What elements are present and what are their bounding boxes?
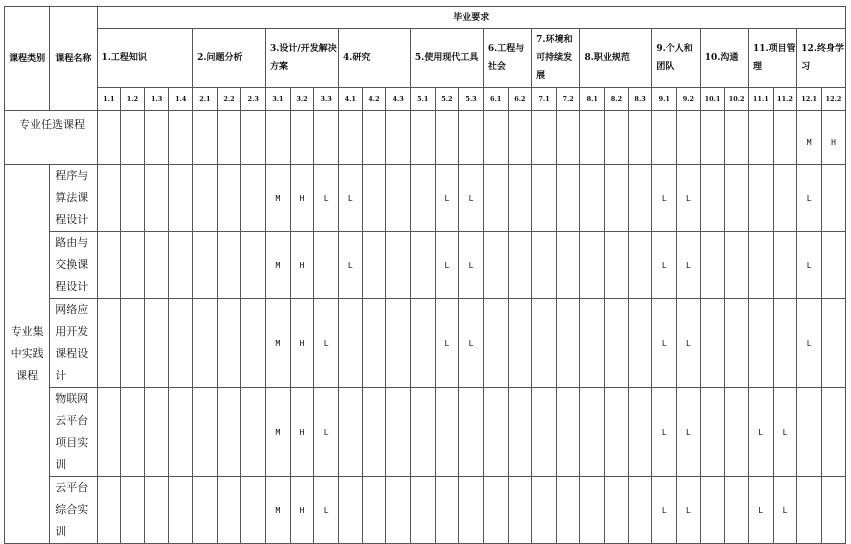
indicator-header: 5.2 bbox=[435, 88, 459, 111]
mark-cell: L bbox=[459, 299, 484, 388]
mark-cell: H bbox=[290, 232, 314, 299]
mark-cell bbox=[725, 165, 749, 232]
mark-cell bbox=[483, 299, 508, 388]
mark-cell bbox=[483, 111, 508, 165]
mark-cell: H bbox=[290, 165, 314, 232]
mark-cell bbox=[508, 388, 532, 477]
mark-cell bbox=[700, 477, 725, 544]
mark-cell bbox=[605, 388, 629, 477]
mark-cell: L bbox=[338, 232, 362, 299]
mark-cell bbox=[338, 388, 362, 477]
indicator-header: 9.1 bbox=[652, 88, 677, 111]
mark-cell bbox=[169, 165, 193, 232]
mark-cell: L bbox=[314, 388, 339, 477]
mark-cell bbox=[532, 299, 557, 388]
indicator-header: 4.1 bbox=[338, 88, 362, 111]
mark-cell bbox=[459, 111, 484, 165]
indicator-header: 10.2 bbox=[725, 88, 749, 111]
mark-cell bbox=[97, 299, 121, 388]
indicator-header: 9.2 bbox=[677, 88, 701, 111]
mark-cell bbox=[362, 388, 386, 477]
indicator-header: 2.3 bbox=[241, 88, 266, 111]
mark-cell bbox=[821, 232, 845, 299]
mark-cell bbox=[386, 388, 411, 477]
mark-cell bbox=[410, 111, 435, 165]
mark-cell bbox=[410, 477, 435, 544]
mark-cell: L bbox=[435, 299, 459, 388]
indicator-header: 1.3 bbox=[144, 88, 169, 111]
mark-cell bbox=[386, 165, 411, 232]
mark-cell bbox=[628, 232, 652, 299]
mark-cell bbox=[314, 111, 339, 165]
mark-cell bbox=[483, 477, 508, 544]
mark-cell bbox=[193, 165, 218, 232]
mark-cell bbox=[266, 111, 291, 165]
mark-cell: M bbox=[266, 232, 291, 299]
mark-cell: L bbox=[677, 477, 701, 544]
mark-cell bbox=[386, 477, 411, 544]
mark-cell bbox=[410, 299, 435, 388]
mark-cell bbox=[749, 232, 774, 299]
mark-cell: M bbox=[266, 388, 291, 477]
mark-cell bbox=[605, 232, 629, 299]
category-cell: 专业任选课程 bbox=[5, 111, 98, 165]
mark-cell bbox=[144, 165, 169, 232]
mark-cell: M bbox=[266, 477, 291, 544]
mark-cell bbox=[797, 477, 822, 544]
indicator-header: 12.2 bbox=[821, 88, 845, 111]
mark-cell: L bbox=[652, 299, 677, 388]
mark-cell bbox=[410, 388, 435, 477]
indicator-header: 12.1 bbox=[797, 88, 822, 111]
requirement-group: 1.工程知识 bbox=[97, 29, 193, 88]
mark-cell bbox=[97, 388, 121, 477]
mark-cell bbox=[193, 388, 218, 477]
mark-cell bbox=[410, 232, 435, 299]
mark-cell bbox=[193, 477, 218, 544]
mark-cell: L bbox=[773, 477, 797, 544]
requirement-group: 7.环境和可持续发展 bbox=[532, 29, 580, 88]
mark-cell bbox=[605, 299, 629, 388]
mark-cell bbox=[121, 388, 145, 477]
mark-cell bbox=[700, 111, 725, 165]
indicator-header: 3.2 bbox=[290, 88, 314, 111]
requirement-group: 2.问题分析 bbox=[193, 29, 266, 88]
mark-cell bbox=[652, 111, 677, 165]
mark-cell bbox=[700, 232, 725, 299]
indicator-header: 5.3 bbox=[459, 88, 484, 111]
mark-cell bbox=[821, 299, 845, 388]
mark-cell bbox=[508, 111, 532, 165]
mark-cell: M bbox=[797, 111, 822, 165]
mark-cell bbox=[169, 388, 193, 477]
mark-cell bbox=[773, 111, 797, 165]
category-cell: 专业集中实践课程 bbox=[5, 165, 50, 544]
mark-cell bbox=[362, 232, 386, 299]
mark-cell: L bbox=[459, 165, 484, 232]
mark-cell bbox=[241, 299, 266, 388]
requirement-group: 4.研究 bbox=[338, 29, 410, 88]
table-row bbox=[5, 299, 846, 388]
mark-cell: L bbox=[797, 299, 822, 388]
table-row bbox=[5, 477, 846, 544]
mark-cell: L bbox=[652, 477, 677, 544]
mark-cell: L bbox=[797, 165, 822, 232]
indicator-header: 4.3 bbox=[386, 88, 411, 111]
indicator-header: 8.2 bbox=[605, 88, 629, 111]
mark-cell bbox=[217, 477, 241, 544]
mark-cell bbox=[169, 299, 193, 388]
mark-cell: M bbox=[266, 299, 291, 388]
mark-cell bbox=[169, 477, 193, 544]
mark-cell bbox=[580, 165, 605, 232]
mark-cell bbox=[435, 111, 459, 165]
mark-cell bbox=[121, 111, 145, 165]
mark-cell bbox=[580, 477, 605, 544]
mark-cell bbox=[121, 232, 145, 299]
mark-cell bbox=[144, 477, 169, 544]
indicator-header: 2.1 bbox=[193, 88, 218, 111]
mark-cell bbox=[749, 299, 774, 388]
mark-cell: L bbox=[677, 165, 701, 232]
mark-cell bbox=[556, 388, 580, 477]
mark-cell bbox=[580, 232, 605, 299]
mark-cell bbox=[628, 388, 652, 477]
mark-cell bbox=[508, 232, 532, 299]
indicator-header: 4.2 bbox=[362, 88, 386, 111]
mark-cell: L bbox=[314, 165, 339, 232]
mark-cell bbox=[241, 477, 266, 544]
mark-cell bbox=[241, 165, 266, 232]
mark-cell bbox=[314, 232, 339, 299]
mark-cell bbox=[338, 477, 362, 544]
mark-cell bbox=[338, 111, 362, 165]
mark-cell bbox=[797, 388, 822, 477]
mark-cell bbox=[556, 111, 580, 165]
course-name-cell: 物联网云平台项目实训 bbox=[50, 388, 97, 477]
mark-cell bbox=[556, 232, 580, 299]
mark-cell bbox=[169, 232, 193, 299]
indicator-header: 6.1 bbox=[483, 88, 508, 111]
mark-cell bbox=[556, 165, 580, 232]
mark-cell bbox=[97, 111, 121, 165]
mark-cell bbox=[821, 165, 845, 232]
mark-cell bbox=[386, 299, 411, 388]
requirement-group: 8.职业规范 bbox=[580, 29, 652, 88]
mark-cell bbox=[483, 165, 508, 232]
indicator-header: 11.1 bbox=[749, 88, 774, 111]
mark-cell bbox=[628, 111, 652, 165]
course-name-cell: 网络应用开发课程设计 bbox=[50, 299, 97, 388]
table-row bbox=[5, 111, 846, 165]
mark-cell bbox=[435, 388, 459, 477]
mark-cell bbox=[483, 232, 508, 299]
mark-cell bbox=[700, 165, 725, 232]
indicator-header: 5.1 bbox=[410, 88, 435, 111]
mark-cell: H bbox=[290, 477, 314, 544]
mark-cell bbox=[144, 232, 169, 299]
mark-cell bbox=[773, 232, 797, 299]
requirement-group: 3.设计/开发解决方案 bbox=[266, 29, 339, 88]
indicator-header: 1.4 bbox=[169, 88, 193, 111]
mark-cell: L bbox=[677, 388, 701, 477]
mark-cell bbox=[508, 477, 532, 544]
indicator-header: 6.2 bbox=[508, 88, 532, 111]
indicator-header: 3.3 bbox=[314, 88, 339, 111]
mark-cell bbox=[821, 477, 845, 544]
mark-cell: M bbox=[266, 165, 291, 232]
mark-cell bbox=[700, 299, 725, 388]
mark-cell bbox=[386, 232, 411, 299]
mark-cell bbox=[338, 299, 362, 388]
mark-cell: L bbox=[677, 299, 701, 388]
mark-cell bbox=[605, 165, 629, 232]
mark-cell bbox=[241, 232, 266, 299]
mark-cell bbox=[700, 388, 725, 477]
mark-cell bbox=[121, 477, 145, 544]
mark-cell bbox=[169, 111, 193, 165]
indicator-header: 7.1 bbox=[532, 88, 557, 111]
mark-cell bbox=[773, 165, 797, 232]
mark-cell bbox=[580, 111, 605, 165]
mark-cell bbox=[556, 477, 580, 544]
mark-cell: L bbox=[314, 477, 339, 544]
mark-cell bbox=[97, 165, 121, 232]
indicator-header: 2.2 bbox=[217, 88, 241, 111]
mark-cell: H bbox=[290, 388, 314, 477]
mark-cell bbox=[362, 299, 386, 388]
mark-cell bbox=[459, 388, 484, 477]
mark-cell bbox=[725, 477, 749, 544]
course-name-cell: 云平台综合实训 bbox=[50, 477, 97, 544]
mark-cell bbox=[97, 232, 121, 299]
mark-cell bbox=[677, 111, 701, 165]
mark-cell bbox=[628, 299, 652, 388]
mark-cell: L bbox=[677, 232, 701, 299]
mark-cell bbox=[605, 477, 629, 544]
mark-cell bbox=[410, 165, 435, 232]
mark-cell bbox=[628, 477, 652, 544]
mark-cell bbox=[508, 299, 532, 388]
requirement-group: 5.使用现代工具 bbox=[410, 29, 483, 88]
mark-cell bbox=[605, 111, 629, 165]
mark-cell bbox=[459, 477, 484, 544]
mark-cell bbox=[580, 299, 605, 388]
indicator-header: 8.1 bbox=[580, 88, 605, 111]
table-row bbox=[5, 165, 846, 232]
category-header: 课程类别 bbox=[5, 7, 50, 111]
indicator-header: 3.1 bbox=[266, 88, 291, 111]
mark-cell: H bbox=[290, 299, 314, 388]
mark-cell bbox=[435, 477, 459, 544]
mark-cell bbox=[193, 111, 218, 165]
requirement-group: 9.个人和团队 bbox=[652, 29, 700, 88]
mark-cell bbox=[556, 299, 580, 388]
mark-cell bbox=[241, 388, 266, 477]
mark-cell bbox=[580, 388, 605, 477]
mark-cell bbox=[725, 388, 749, 477]
mark-cell: L bbox=[749, 388, 774, 477]
mark-cell: L bbox=[773, 388, 797, 477]
mark-cell bbox=[362, 165, 386, 232]
mark-cell bbox=[532, 388, 557, 477]
mark-cell bbox=[725, 232, 749, 299]
mark-cell: L bbox=[435, 232, 459, 299]
mark-cell bbox=[532, 477, 557, 544]
indicator-header: 1.2 bbox=[121, 88, 145, 111]
mark-cell bbox=[532, 232, 557, 299]
mark-cell: L bbox=[652, 165, 677, 232]
mark-cell: L bbox=[797, 232, 822, 299]
mark-cell bbox=[217, 299, 241, 388]
mark-cell bbox=[121, 299, 145, 388]
mark-cell: L bbox=[435, 165, 459, 232]
mark-cell bbox=[821, 388, 845, 477]
mark-cell bbox=[628, 165, 652, 232]
mark-cell bbox=[532, 111, 557, 165]
mark-cell bbox=[97, 477, 121, 544]
indicator-header: 10.1 bbox=[700, 88, 725, 111]
mark-cell bbox=[217, 111, 241, 165]
mark-cell bbox=[725, 111, 749, 165]
mark-cell bbox=[749, 111, 774, 165]
course-name-cell: 程序与算法课程设计 bbox=[50, 165, 97, 232]
mark-cell bbox=[773, 299, 797, 388]
mark-cell bbox=[121, 165, 145, 232]
course-name-cell: 路由与交换课程设计 bbox=[50, 232, 97, 299]
mark-cell bbox=[217, 165, 241, 232]
requirements-title: 毕业要求 bbox=[97, 7, 846, 29]
table-row bbox=[5, 232, 846, 299]
mark-cell bbox=[217, 232, 241, 299]
indicator-header: 7.2 bbox=[556, 88, 580, 111]
mark-cell bbox=[749, 165, 774, 232]
mark-cell bbox=[241, 111, 266, 165]
graduation-requirements-matrix bbox=[4, 6, 846, 544]
mark-cell: L bbox=[338, 165, 362, 232]
mark-cell bbox=[193, 232, 218, 299]
mark-cell bbox=[532, 165, 557, 232]
mark-cell bbox=[483, 388, 508, 477]
indicator-header: 1.1 bbox=[97, 88, 121, 111]
requirement-group: 10.沟通 bbox=[700, 29, 748, 88]
mark-cell bbox=[290, 111, 314, 165]
mark-cell bbox=[217, 388, 241, 477]
requirement-group: 6.工程与社会 bbox=[483, 29, 531, 88]
mark-cell bbox=[725, 299, 749, 388]
requirement-group: 11.项目管理 bbox=[749, 29, 797, 88]
mark-cell: L bbox=[749, 477, 774, 544]
course-header: 课程名称 bbox=[50, 7, 97, 111]
mark-cell bbox=[362, 111, 386, 165]
requirement-group: 12.终身学习 bbox=[797, 29, 846, 88]
indicator-header: 11.2 bbox=[773, 88, 797, 111]
mark-cell: L bbox=[459, 232, 484, 299]
mark-cell bbox=[193, 299, 218, 388]
mark-cell bbox=[144, 111, 169, 165]
mark-cell bbox=[386, 111, 411, 165]
mark-cell bbox=[362, 477, 386, 544]
mark-cell: L bbox=[652, 388, 677, 477]
indicator-header: 8.3 bbox=[628, 88, 652, 111]
mark-cell: L bbox=[314, 299, 339, 388]
mark-cell bbox=[508, 165, 532, 232]
mark-cell bbox=[144, 388, 169, 477]
mark-cell bbox=[144, 299, 169, 388]
mark-cell: H bbox=[821, 111, 845, 165]
mark-cell: L bbox=[652, 232, 677, 299]
table-row bbox=[5, 388, 846, 477]
